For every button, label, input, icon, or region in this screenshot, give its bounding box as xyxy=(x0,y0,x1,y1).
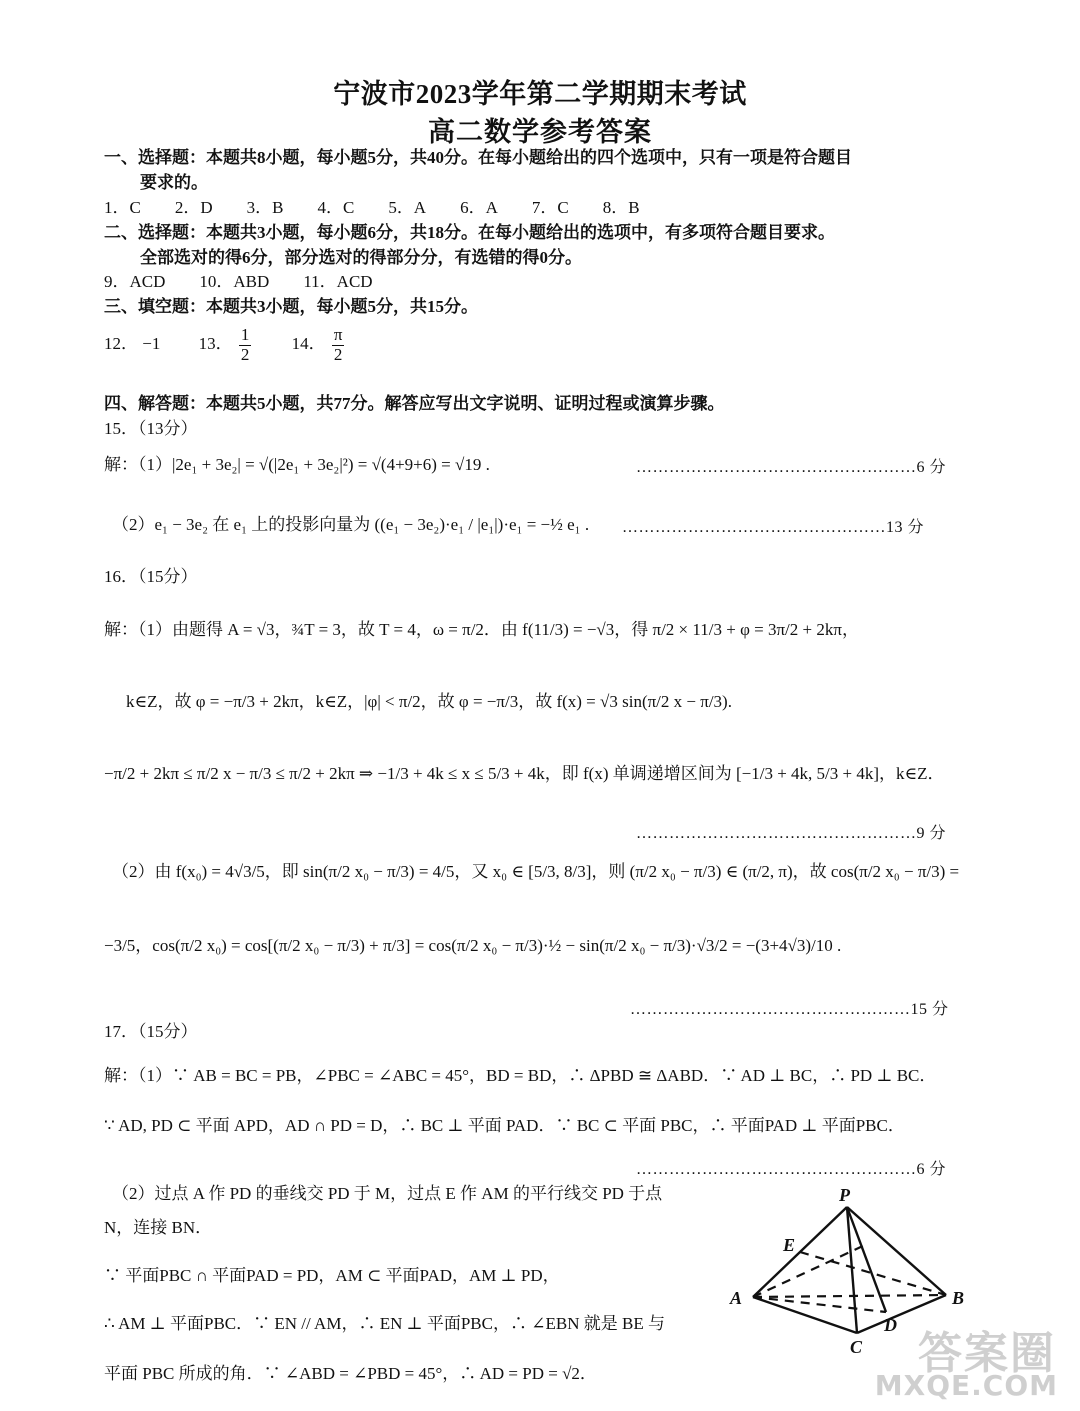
answer-7: 7．C xyxy=(531,198,569,217)
label-C: C xyxy=(850,1337,863,1357)
answer-5: 5．A xyxy=(388,198,427,217)
q16-line3: −π/2 + 2kπ ≤ π/2 x − π/3 ≤ π/2 + 2kπ ⇒ −1/3 + 4k ≤ x ≤ 5/3 + 4k，即 f(x) 单调递增区间为 [−1/3 + 4k, 5/3 + 4k]，k∈Z． xyxy=(104,764,945,783)
answer-9: 9．ACD xyxy=(104,272,166,291)
label-D: D xyxy=(884,1315,897,1335)
label-E: E xyxy=(783,1235,796,1255)
watermark-url: MXQE.COM xyxy=(874,1369,1058,1402)
watermark xyxy=(866,1317,1066,1407)
q17-line1: 解：（1）∵ AB = BC = PB，∠PBC = ∠ABC = 45°，BD = BD，∴ ΔPBD ≅ ΔABD．∵ AD ⊥ BC，∴ PD ⊥ BC． xyxy=(104,1066,937,1085)
answer-3: 3．B xyxy=(246,198,284,217)
edge-EB-hidden xyxy=(800,1252,946,1295)
answer-14-label: 14． xyxy=(291,334,326,353)
q16-score2: ……………………………………………15 分 xyxy=(630,1001,949,1018)
q17-line3: （2）过点 A 作 PD 的垂线交 PD 于 M，过点 E 作 AM 的平行线交 PD 于点 xyxy=(112,1184,663,1203)
label-A: A xyxy=(730,1288,743,1308)
answer-2: 2．D xyxy=(174,198,213,217)
q15-part1: 解：（1）|2e₁ + 3e₂| = √(|2e₁ + 3e₂|²) = √(4+9+6) = √19 . xyxy=(104,455,490,474)
q17-title: 17．（15分） xyxy=(104,1022,198,1041)
edge-PC xyxy=(847,1207,857,1333)
q16-title: 16．（15分） xyxy=(104,567,198,586)
answer-6: 6．A xyxy=(460,198,498,217)
q15-title: 15．（13分） xyxy=(104,419,198,438)
answer-13-fraction: $\frac{1}{2}$ xyxy=(240,324,250,364)
answer-10: 10．ABD xyxy=(199,272,270,291)
answer-12: 12． −1 xyxy=(104,334,161,353)
section1-header: 一、选择题：本题共8小题，每小题5分，共40分。在每小题给出的四个选项中，只有一项是符合题目 xyxy=(104,148,852,167)
section2-header-cont: 全部选对的得6分，部分选对的得部分分，有选错的得0分。 xyxy=(140,248,582,267)
section3-header: 三、填空题：本题共3小题，每小题5分，共15分。 xyxy=(104,297,478,316)
q15-score1: ……………………………………………6 分 xyxy=(636,459,947,476)
page-subtitle: 高二数学参考答案 xyxy=(428,117,652,147)
q16-score1: ……………………………………………9 分 xyxy=(636,825,947,842)
answer-13-label: 13． xyxy=(198,334,233,353)
watermark-logo-text: 答案圈 xyxy=(918,1328,1056,1379)
q15-score2: …………………………………………13 分 xyxy=(622,519,925,536)
q17-line4: N，连接 BN． xyxy=(104,1218,213,1237)
q16-line2: k∈Z，故 φ = −π/3 + 2kπ，k∈Z，|φ| < π/2，故 φ = −π/3，故 f(x) = √3 sin(π/2 x − π/3). xyxy=(126,692,732,711)
label-P: P xyxy=(839,1185,850,1205)
section3-answers xyxy=(104,322,346,366)
edge-PB xyxy=(847,1207,946,1295)
answer-8: 8．B xyxy=(602,198,640,217)
q17-line7: 平面 PBC 所成的角．∵ ∠ABD = ∠PBD = 45°，∴ AD = PD = √2． xyxy=(104,1364,597,1383)
section1-header-cont: 要求的。 xyxy=(140,173,208,192)
section4-header: 四、解答题：本题共5小题，共77分。解答应写出文字说明、证明过程或演算步骤。 xyxy=(104,394,725,413)
answer-4: 4．C xyxy=(317,198,355,217)
answer-11: 11．ACD xyxy=(303,272,373,291)
q16-line1: 解：（1）由题得 A = √3，¾T = 3，故 T = 4，ω = π/2．由 f(11/3) = −√3，得 π/2 × 11/3 + φ = 3π/2 + 2kπ， xyxy=(104,620,859,639)
section2-header: 二、选择题：本题共3小题，每小题6分，共18分。在每小题给出的选项中，有多项符合题目要求。 xyxy=(104,223,835,242)
q17-score1: ……………………………………………6 分 xyxy=(636,1161,947,1178)
q16-line5: −3/5，cos(π/2 x₀) = cos[(π/2 x₀ − π/3) + π/3] = cos(π/2 x₀ − π/3)·½ − sin(π/2 x₀ − π/3)·√3/2 = −(3+4√3)/10 . xyxy=(104,936,842,955)
edge-AB-hidden xyxy=(753,1295,946,1297)
answer-1: 1．C xyxy=(104,198,141,217)
q16-line4: （2）由 f(x₀) = 4√3/5，即 sin(π/2 x₀ − π/3) = 4/5，又 x₀ ∈ [5/3, 8/3]，则 (π/2 x₀ − π/3) ∈ (π/2, π)，故 cos(π/2 x₀ − π/3) = xyxy=(112,862,960,881)
q17-line6: ∴ AM ⊥ 平面PBC．∵ EN // AM，∴ EN ⊥ 平面PBC，∴ ∠EBN 就是 BE 与 xyxy=(104,1314,665,1333)
q17-line2: ∵ AD, PD ⊂ 平面 APD，AD ∩ PD = D，∴ BC ⊥ 平面 PAD．∵ BC ⊂ 平面 PBC，∴ 平面PAD ⊥ 平面PBC． xyxy=(104,1116,905,1135)
q17-line5: ∵ 平面PBC ∩ 平面PAD = PD，AM ⊂ 平面PAD，AM ⊥ PD， xyxy=(104,1266,560,1285)
q15-part2: （2）e₁ − 3e₂ 在 e₁ 上的投影向量为 ((e₁ − 3e₂)·e₁ / |e₁|)·e₁ = −½ e₁ . xyxy=(112,515,590,534)
edge-AM-hidden xyxy=(753,1245,865,1297)
page-title: 宁波市2023学年第二学期期末考试 xyxy=(333,79,747,109)
label-B: B xyxy=(952,1288,965,1308)
section2-answers xyxy=(104,270,407,294)
section1-answers xyxy=(104,196,674,220)
answer-14-fraction: $\frac{\pi}{2}$ xyxy=(333,324,343,364)
